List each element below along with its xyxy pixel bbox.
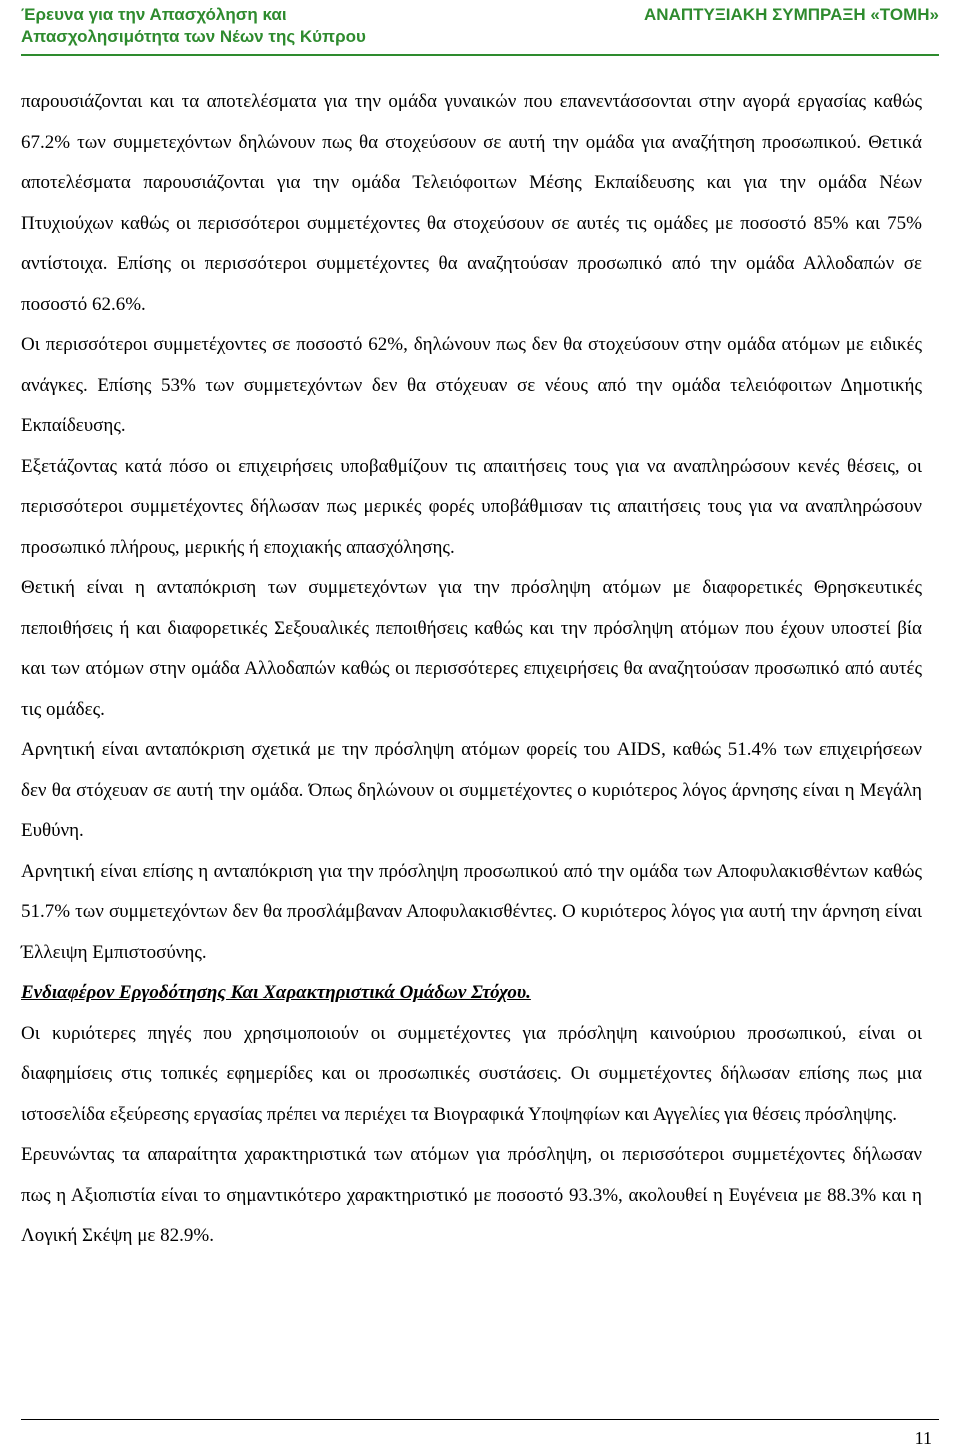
- paragraph-3: Εξετάζοντας κατά πόσο οι επιχειρήσεις υποβαθμίζουν τις απαιτήσεις τους για να αναπληρώσουν κενές θέσεις, οι περισσότεροι συμμετέχοντες δήλωσαν πως μερικές φορές υποβάθμισαν τις απαιτήσεις τους για να αναπληρώσουν προσωπικό πλήρους, μερικής ή εποχιακής απασχόλησης.: [21, 455, 922, 558]
- header-organization: ΑΝΑΠΤΥΞΙΑΚΗ ΣΥΜΠΡΑΞΗ «ΤΟΜΗ»: [644, 5, 939, 24]
- paragraph-5: Αρνητική είναι ανταπόκριση σχετικά με την πρόσληψη ατόμων φορείς του AIDS, καθώς 51.4% των επιχειρήσεων δεν θα στόχευαν σε αυτή την ομάδα. Όπως δηλώνουν οι συμμετέχοντες ο κυριότερος λόγος άρνησης είναι η Μεγάλη Ευθύνη.: [21, 739, 922, 841]
- header-title-line2: Απασχολησιμότητα των Νέων της Κύπρου: [21, 27, 366, 46]
- paragraph-2: Οι περισσότεροι συμμετέχοντες σε ποσοστό 62%, δηλώνουν πως δεν θα στοχεύσουν στην ομάδα ατόμων με ειδικές ανάγκες. Επίσης 53% των συμμετεχόντων δεν θα στόχευαν σε νέους από την ομάδα τελειόφοιτων Δημοτικής Εκπαίδευσης.: [21, 334, 922, 436]
- paragraph-4: Θετική είναι η ανταπόκριση των συμμετεχόντων για την πρόσληψη ατόμων με διαφορετικές Θρησκευτικές πεποιθήσεις ή και διαφορετικές Σεξουαλικές πεποιθήσεις καθώς και την πρόσληψη ατόμων που έχουν υποστεί βία και των ατόμων στην ομάδα Αλλοδαπών καθώς οι περισσότερες επιχειρήσεις θα αναζητούσαν προσωπικό από αυτές τις ομάδες.: [21, 577, 922, 720]
- paragraph-8: Ερευνώντας τα απαραίτητα χαρακτηριστικά των ατόμων για πρόσληψη, οι περισσότεροι συμμετέχοντες δήλωσαν πως η Αξιοπιστία είναι το σημαντικότερο χαρακτηριστικό με ποσοστό 93.3%, ακολουθεί η Ευγένεια με 88.3% και η Λογική Σκέψη με 82.9%.: [21, 1144, 922, 1246]
- header-title-line1: Έρευνα για την Απασχόληση και: [21, 5, 287, 24]
- section-heading: Ενδιαφέρον Εργοδότησης Και Χαρακτηριστικά Ομάδων Στόχου.: [21, 982, 531, 1003]
- page-number: 11: [914, 1428, 932, 1448]
- paragraph-6: Αρνητική είναι επίσης η ανταπόκριση για την πρόσληψη προσωπικού από την ομάδα των Αποφυλακισθέντων καθώς 51.7% των συμμετεχόντων δεν θα προσλάμβαναν Αποφυλακισθέντες. Ο κυριότερος λόγος για αυτή την άρνηση είναι Έλλειψη Εμπιστοσύνης.: [21, 860, 922, 963]
- header-document-title: [21, 4, 366, 48]
- footer-divider: [21, 1419, 939, 1420]
- header-divider: [21, 54, 939, 56]
- paragraph-1: παρουσιάζονται και τα αποτελέσματα για την ομάδα γυναικών που επανεντάσσονται στην αγορά εργασίας καθώς 67.2% των συμμετεχόντων δηλώνουν πως θα στοχεύσουν σε αυτή την ομάδα για αναζήτηση προσωπικού. Θετικά αποτελέσματα παρουσιάζονται για την ομάδα Τελειόφοιτων Μέσης Εκπαίδευσης και για την ομάδα Νέων Πτυχιούχων καθώς οι περισσότεροι συμμετέχοντες θα στοχεύσουν σε αυτές τις ομάδες με ποσοστό 85% και 75% αντίστοιχα. Επίσης οι περισσότεροι συμμετέχοντες θα αναζητούσαν προσωπικό από την ομάδα Αλλοδαπών σε ποσοστό 62.6%.: [21, 91, 922, 315]
- paragraph-7: Οι κυριότερες πηγές που χρησιμοποιούν οι συμμετέχοντες για πρόσληψη καινούριου προσωπικού, είναι οι διαφημίσεις στις τοπικές εφημερίδες και οι προσωπικές συστάσεις. Οι συμμετέχοντες δήλωσαν επίσης πως μια ιστοσελίδα εξεύρεσης εργασίας πρέπει να περιέχει τα Βιογραφικά Υποψηφίων και Αγγελίες για θέσεις πρόσληψης.: [21, 1022, 922, 1125]
- document-body: [21, 82, 922, 1257]
